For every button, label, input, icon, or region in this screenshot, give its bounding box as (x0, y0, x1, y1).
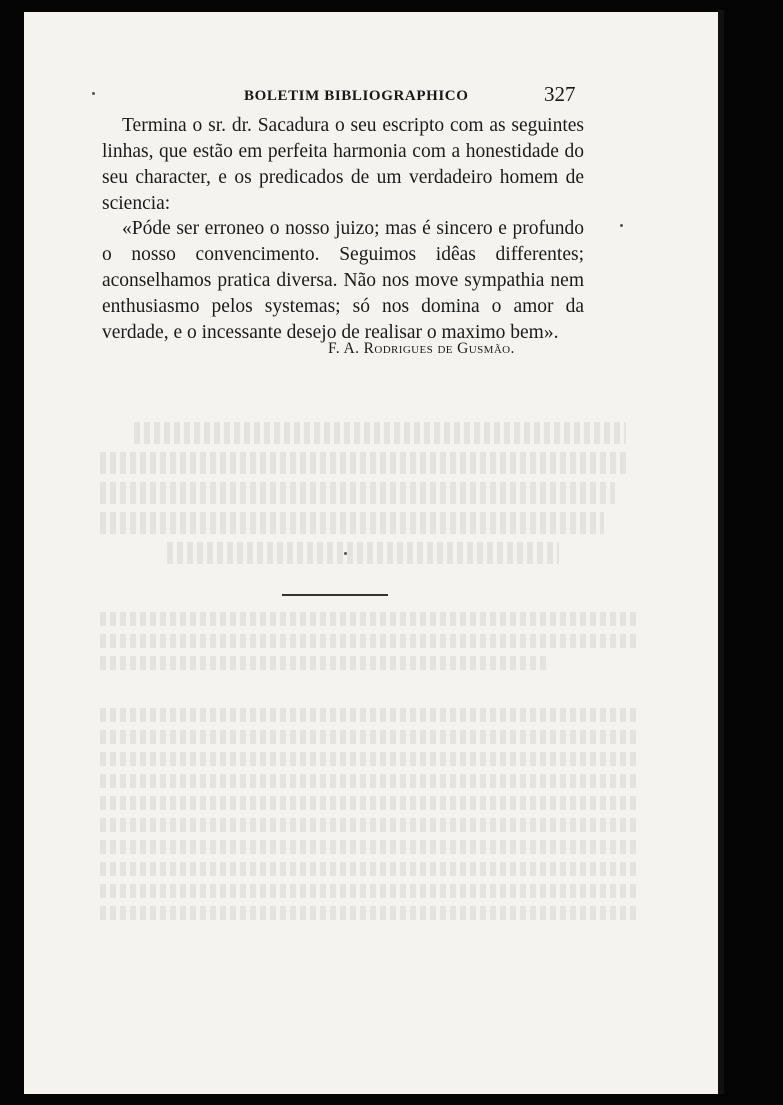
author-signature: F. A. Rodrigues de Gusmão. (328, 340, 515, 357)
speck-mark (620, 224, 623, 227)
page-edge-shadow (718, 10, 724, 1094)
page-number: 327 (544, 82, 576, 106)
running-title: BOLETIM BIBLIOGRAPHICO (244, 88, 469, 104)
page-header (24, 74, 718, 104)
speck-mark (92, 92, 95, 95)
speck-mark (344, 552, 347, 555)
paragraph-intro: Termina o sr. dr. Sacadura o seu escripto com as seguintes linhas, que estão em perfeita harmonia com a honestidade do seu character, e os predicados de um verdadeiro homem de sciencia: (102, 115, 584, 214)
paragraph-quote: «Póde ser erroneo o nosso juizo; mas é sincero e profundo o nosso convencimento. Seguimos idêas differentes; aconselhamos pratica diversa. Não nos move sympathia nem enthusiasmo pelos systemas; só nos domina o amor da verdade, e o incessante desejo de realisar o maximo bem». (102, 218, 584, 343)
book-page (24, 12, 718, 1094)
section-rule (282, 594, 388, 596)
bleed-through-text (100, 422, 660, 982)
